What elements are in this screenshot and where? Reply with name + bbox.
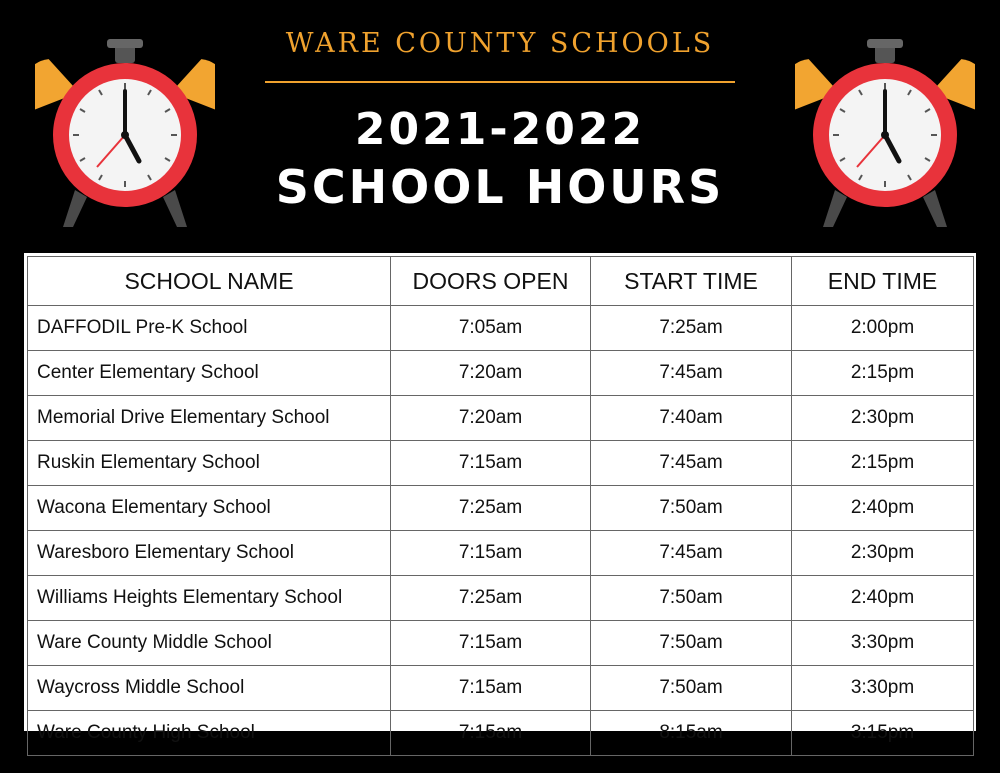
end-time-cell: 2:15pm bbox=[792, 441, 974, 486]
table-row bbox=[28, 711, 974, 756]
start-time-cell: 7:50am bbox=[591, 486, 792, 531]
end-time-cell: 2:40pm bbox=[792, 486, 974, 531]
school-name-cell: Wacona Elementary School bbox=[28, 486, 391, 531]
end-time-cell: 2:00pm bbox=[792, 306, 974, 351]
school-name-cell: DAFFODIL Pre-K School bbox=[28, 306, 391, 351]
start-time-cell: 7:40am bbox=[591, 396, 792, 441]
district-name: WARE COUNTY SCHOOLS bbox=[285, 28, 715, 59]
school-name-cell: Williams Heights Elementary School bbox=[28, 576, 391, 621]
school-hours-table-container bbox=[24, 253, 976, 743]
end-time-cell: 2:15pm bbox=[792, 351, 974, 396]
start-time-cell: 7:45am bbox=[591, 531, 792, 576]
doors-open-cell: 7:15am bbox=[391, 666, 591, 711]
school-name-cell: Ware County Middle School bbox=[28, 621, 391, 666]
end-time-cell: 3:30pm bbox=[792, 621, 974, 666]
school-name-cell: Waresboro Elementary School bbox=[28, 531, 391, 576]
end-time-cell: 3:15pm bbox=[792, 711, 974, 756]
start-time-cell: 7:50am bbox=[591, 576, 792, 621]
doors-open-cell: 7:25am bbox=[391, 576, 591, 621]
doors-open-cell: 7:15am bbox=[391, 441, 591, 486]
header-start-time: START TIME bbox=[591, 257, 792, 306]
doors-open-cell: 7:20am bbox=[391, 351, 591, 396]
school-name-cell: Ruskin Elementary School bbox=[28, 441, 391, 486]
school-name-cell: Memorial Drive Elementary School bbox=[28, 396, 391, 441]
table-row bbox=[28, 441, 974, 486]
school-year-title: 2021-2022 bbox=[354, 104, 646, 155]
start-time-cell: 7:45am bbox=[591, 441, 792, 486]
end-time-cell: 2:30pm bbox=[792, 396, 974, 441]
doors-open-cell: 7:05am bbox=[391, 306, 591, 351]
school-hours-table bbox=[27, 256, 974, 756]
doors-open-cell: 7:20am bbox=[391, 396, 591, 441]
doors-open-cell: 7:15am bbox=[391, 621, 591, 666]
doors-open-cell: 7:15am bbox=[391, 711, 591, 756]
start-time-cell: 7:25am bbox=[591, 306, 792, 351]
start-time-cell: 7:45am bbox=[591, 351, 792, 396]
school-name-cell: Waycross Middle School bbox=[28, 666, 391, 711]
page-title: SCHOOL HOURS bbox=[275, 160, 725, 214]
table-row bbox=[28, 666, 974, 711]
end-time-cell: 2:30pm bbox=[792, 531, 974, 576]
table-row bbox=[28, 621, 974, 666]
doors-open-cell: 7:15am bbox=[391, 531, 591, 576]
start-time-cell: 8:15am bbox=[591, 711, 792, 756]
start-time-cell: 7:50am bbox=[591, 666, 792, 711]
header-doors-open: DOORS OPEN bbox=[391, 257, 591, 306]
doors-open-cell: 7:25am bbox=[391, 486, 591, 531]
school-name-cell: Center Elementary School bbox=[28, 351, 391, 396]
table-row bbox=[28, 396, 974, 441]
header-end-time: END TIME bbox=[792, 257, 974, 306]
table-header-row bbox=[28, 257, 974, 306]
table-row bbox=[28, 531, 974, 576]
table-row bbox=[28, 576, 974, 621]
start-time-cell: 7:50am bbox=[591, 621, 792, 666]
school-name-cell: Ware County High School bbox=[28, 711, 391, 756]
end-time-cell: 3:30pm bbox=[792, 666, 974, 711]
table-row bbox=[28, 486, 974, 531]
end-time-cell: 2:40pm bbox=[792, 576, 974, 621]
table-row bbox=[28, 306, 974, 351]
title-divider bbox=[265, 81, 735, 83]
table-row bbox=[28, 351, 974, 396]
header-school-name: SCHOOL NAME bbox=[28, 257, 391, 306]
